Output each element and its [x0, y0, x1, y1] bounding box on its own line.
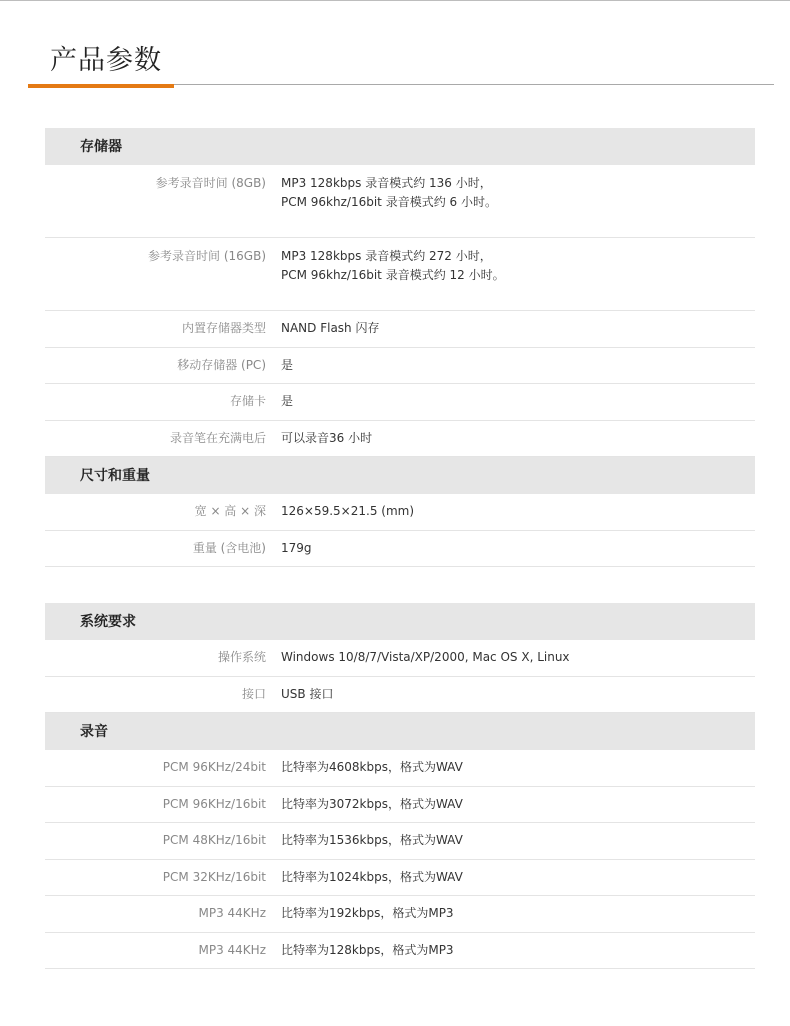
spec-label: 重量 (含电池)	[192, 540, 266, 555]
spec-row	[45, 933, 755, 970]
spec-label: 参考录音时间 (16GB)	[148, 249, 266, 263]
spec-value-line: MP3 128kbps 录音模式约 272 小时，	[281, 249, 492, 263]
title-accent-bar	[28, 84, 174, 88]
spec-value-line: MP3 128kbps 录音模式约 136 小时，	[281, 176, 492, 190]
section-header-system-requirements: 系统要求	[45, 603, 755, 640]
spec-value-line: PCM 96khz/16bit 录音模式约 12 小时。	[281, 268, 505, 282]
section-header-storage: 存储器	[45, 128, 755, 165]
spec-label: 内置存储器类型	[181, 321, 266, 336]
spec-value-line: PCM 96khz/16bit 录音模式约 6 小时。	[281, 195, 497, 209]
spec-value: 比特率为1536kbps，格式为WAV	[281, 833, 463, 848]
section-header-recording: 录音	[45, 713, 755, 750]
spec-label: PCM 96KHz/16bit	[162, 796, 266, 811]
spec-row	[45, 677, 755, 714]
spec-value: 126×59.5×21.5 (mm)	[281, 504, 415, 519]
spec-label: PCM 96KHz/24bit	[162, 760, 266, 775]
spec-label: 宽 × 高 × 深	[194, 504, 266, 519]
spec-row	[45, 823, 755, 860]
spec-value: 比特率为4608kbps，格式为WAV	[281, 760, 463, 775]
spec-value: 可以录音36 小时	[281, 430, 373, 445]
spec-value: 比特率为1024kbps，格式为WAV	[281, 869, 463, 884]
spec-row	[45, 421, 755, 458]
spec-value: 179g	[281, 540, 312, 555]
spec-value: NAND Flash 闪存	[281, 321, 380, 336]
spec-row	[45, 896, 755, 933]
spec-value: USB 接口	[281, 686, 334, 701]
spec-row	[45, 311, 755, 348]
spec-label: PCM 48KHz/16bit	[162, 833, 266, 848]
spec-row	[45, 494, 755, 531]
spec-row	[45, 348, 755, 385]
top-divider	[0, 0, 790, 1]
spec-value: 比特率为128kbps，格式为MP3	[281, 942, 454, 957]
spec-label: 操作系统	[217, 650, 266, 665]
spec-value	[266, 238, 505, 310]
spec-row	[45, 384, 755, 421]
spec-value: 是	[281, 394, 294, 409]
page-title: 产品参数	[50, 45, 162, 76]
spec-label: 录音笔在充满电后	[169, 430, 266, 445]
spec-row	[45, 531, 755, 568]
spec-label: 参考录音时间 (8GB)	[155, 176, 266, 190]
spec-value: 是	[281, 357, 294, 372]
spec-label: 接口	[241, 686, 266, 701]
spec-label: MP3 44KHz	[198, 906, 266, 921]
spec-row	[45, 238, 755, 311]
spec-label: 存储卡	[229, 394, 266, 409]
spec-row	[45, 750, 755, 787]
section-header-dimensions: 尺寸和重量	[45, 457, 755, 494]
spec-value: 比特率为192kbps，格式为MP3	[281, 906, 454, 921]
spec-row	[45, 165, 755, 238]
spec-row	[45, 860, 755, 897]
spec-value	[266, 165, 497, 237]
spec-label: MP3 44KHz	[198, 942, 266, 957]
spec-value: Windows 10/8/7/Vista/XP/2000, Mac OS X, Linux	[281, 650, 570, 665]
spec-label: PCM 32KHz/16bit	[162, 869, 266, 884]
spec-table	[45, 128, 755, 969]
spec-value: 比特率为3072kbps，格式为WAV	[281, 796, 463, 811]
section-gap	[45, 567, 755, 603]
spec-row	[45, 787, 755, 824]
spec-label: 移动存储器 (PC)	[177, 357, 266, 372]
spec-row	[45, 640, 755, 677]
